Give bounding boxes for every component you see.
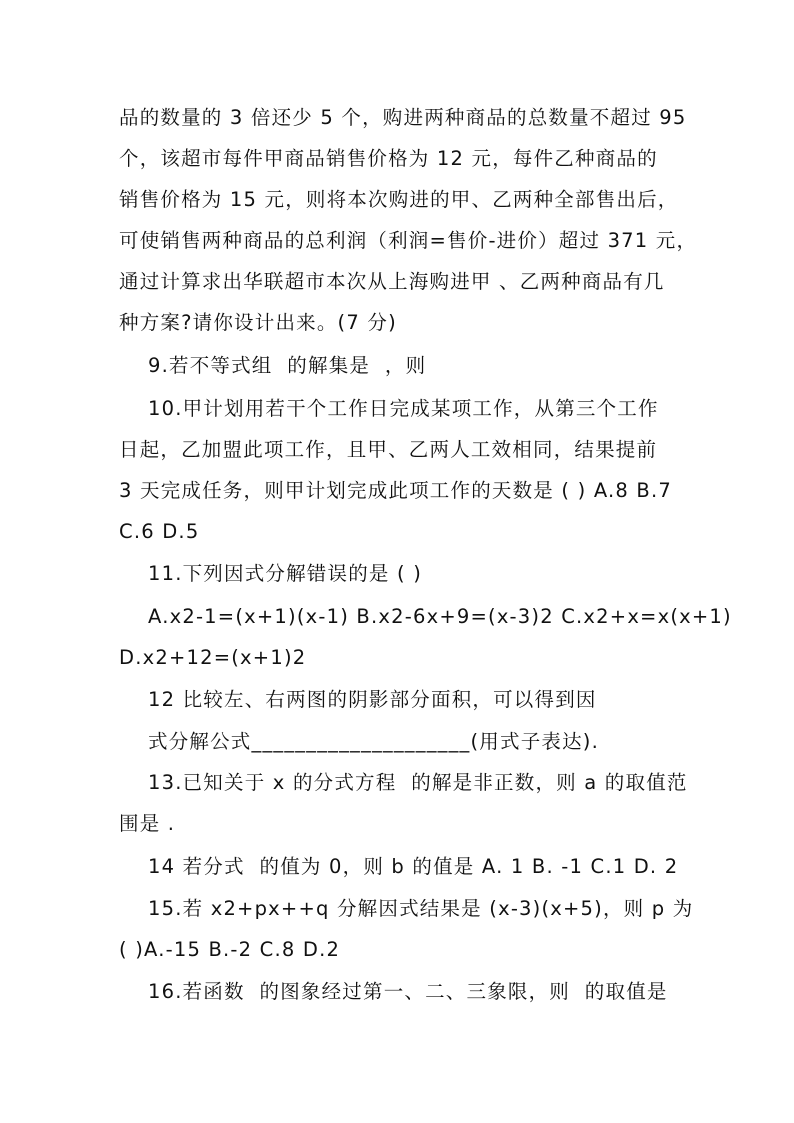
question-16: 16.若函数 的图象经过第一、二、三象限，则 的取值是 [148,980,668,1003]
question-9: 9.若不等式组 的解集是 ，则 [148,354,427,377]
text-line-9: 日起，乙加盟此项工作，且甲、乙两人工效相同，结果提前 [119,438,658,461]
question-12-blank: 式分解公式____________________(用式子表达). [148,730,600,753]
question-13: 13.已知关于 x 的分式方程 的解是非正数，则 a 的取值范 [148,771,688,794]
question-10: 10.甲计划用若干个工作日完成某项工作，从第三个工作 [148,397,659,420]
text-line-14: D.x2+12=(x+1)2 [119,646,307,669]
text-line-18: 围是 . [119,812,176,835]
question-11: 11.下列因式分解错误的是 ( ) [148,562,423,585]
text-line-6: 种方案?请你设计出来。(7 分) [119,311,397,334]
text-line-3: 销售价格为 15 元，则将本次购进的甲、乙两种全部售出后， [119,188,679,211]
text-line-1: 品的数量的 3 倍还少 5 个，购进两种商品的总数量不超过 95 [119,106,687,129]
text-line-10: 3 天完成任务，则甲计划完成此项工作的天数是 ( ) A.8 B.7 [119,479,672,502]
question-12: 12 比较左、右两图的阴影部分面积，可以得到因 [148,688,597,711]
text-line-2: 个，该超市每件甲商品销售价格为 12 元，每件乙种商品的 [119,147,658,170]
question-14: 14 若分式 的值为 0，则 b 的值是 A. 1 B. -1 C.1 D. 2 [148,855,679,878]
text-line-11: C.6 D.5 [119,520,200,543]
question-11-options: A.x2-1=(x+1)(x-1) B.x2-6x+9=(x-3)2 C.x2+x=x(x+1) [148,605,732,628]
question-15: 15.若 x2+px++q 分解因式结果是 (x-3)(x+5)，则 p 为 [148,897,694,920]
text-line-4: 可使销售两种商品的总利润（利润=售价-进价）超过 371 元， [119,229,698,252]
text-line-21: ( )A.-15 B.-2 C.8 D.2 [119,938,341,961]
text-line-5: 通过计算求出华联超市本次从上海购进甲 、乙两种商品有几 [119,270,665,293]
